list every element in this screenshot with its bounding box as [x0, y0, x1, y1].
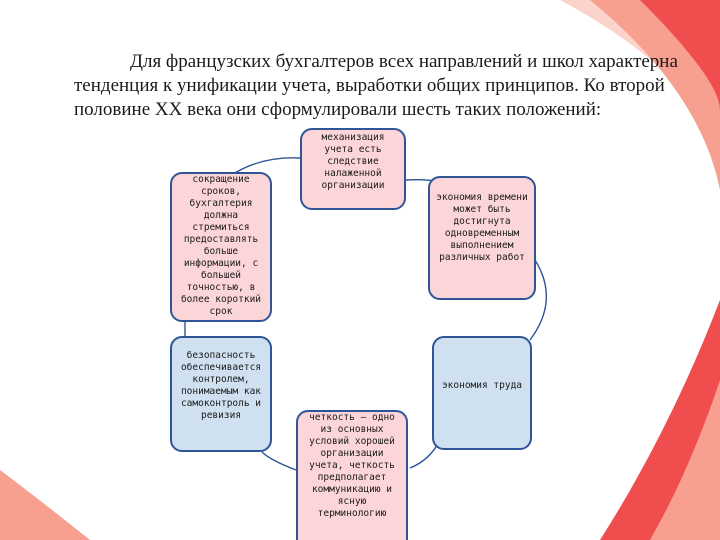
box-mechanization: механизация учета есть следствие налаженной организации	[300, 128, 406, 210]
connector-clear-safe	[262, 452, 296, 470]
deco-band-bottom-left	[0, 470, 90, 540]
box-labor-economy: экономия труда	[432, 336, 532, 450]
intro-paragraph: Для французских бухгалтеров всех направлений и школ характерна тенденция к унификации учета, выработки общих принципов. Ко второй половине XX века они сформулировали шесть таких положений:	[74, 51, 678, 120]
box-safety: безопасность обеспечивается контролем, понимаемым как самоконтроль и ревизия	[170, 336, 272, 452]
box-time-economy: экономия времени может быть достигнута одновременным выполнением различных работ	[428, 176, 536, 300]
box-term-reduction: сокращение сроков, бухгалтерия должна стремиться предоставлять больше информации, с большей точностью, в более короткий срок	[170, 172, 272, 322]
box-clarity: четкость – одно из основных условий хорошей организации учета, четкость предполагает коммуникацию и ясную терминологию	[296, 410, 408, 540]
